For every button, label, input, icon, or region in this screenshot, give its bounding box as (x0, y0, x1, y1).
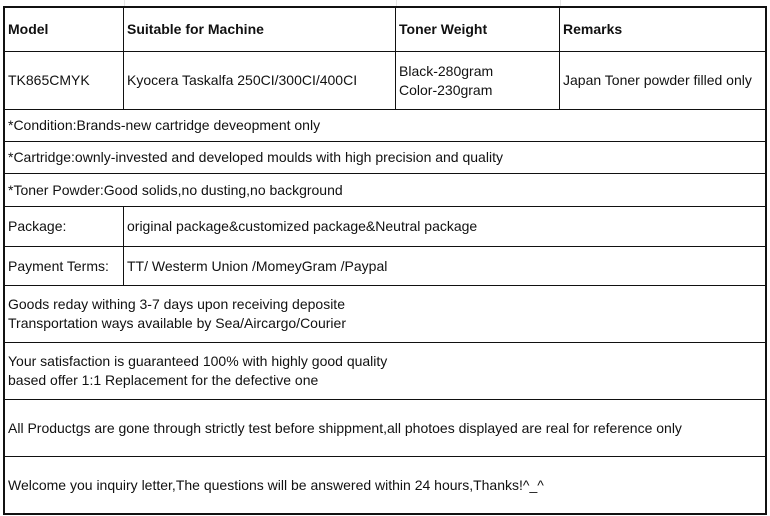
weight-black: Black-280gram (399, 62, 494, 79)
product-model: TK865CMYK (5, 52, 124, 110)
welcome-row: Welcome you inquiry letter,The questions will be answered within 24 hours,Thanks!^_^ (8, 476, 544, 493)
package-value: original package&customized package&Neutral package (124, 207, 765, 247)
spec-table (3, 6, 767, 515)
product-weight (396, 52, 560, 110)
delivery-line-1: Goods reday withing 3-7 days upon receiving deposite (8, 296, 345, 312)
guarantee-line-1: Your satisfaction is guaranteed 100% with highly good quality (8, 353, 388, 369)
payment-value: TT/ Westerm Union /MomeyGram /Paypal (124, 247, 765, 286)
toner-powder-row: *Toner Powder:Good solids,no dusting,no background (5, 174, 765, 207)
delivery-line-2: Transportation ways available by Sea/Aircargo/Courier (8, 315, 346, 331)
cartridge-row: *Cartridge:ownly-invested and developed moulds with high precision and quality (5, 142, 765, 174)
guarantee-line-2: based offer 1:1 Replacement for the defective one (8, 372, 319, 388)
product-machine: Kyocera Taskalfa 250CI/300CI/400CI (124, 52, 396, 110)
header-machine: Suitable for Machine (124, 8, 396, 52)
header-weight: Toner Weight (396, 8, 560, 52)
condition-row: *Condition:Brands-new cartridge deveopment only (5, 110, 765, 142)
payment-label: Payment Terms: (5, 247, 124, 286)
weight-color: Color-230gram (399, 81, 493, 98)
package-label: Package: (5, 207, 124, 247)
delivery-row (5, 286, 765, 343)
testing-row: All Productgs are gone through strictly test before shippment,all photoes displayed are real for reference only (5, 400, 765, 457)
guarantee-row (5, 343, 765, 400)
product-remarks: Japan Toner powder filled only (560, 52, 765, 110)
header-model: Model (5, 8, 124, 52)
header-remarks: Remarks (560, 8, 765, 52)
